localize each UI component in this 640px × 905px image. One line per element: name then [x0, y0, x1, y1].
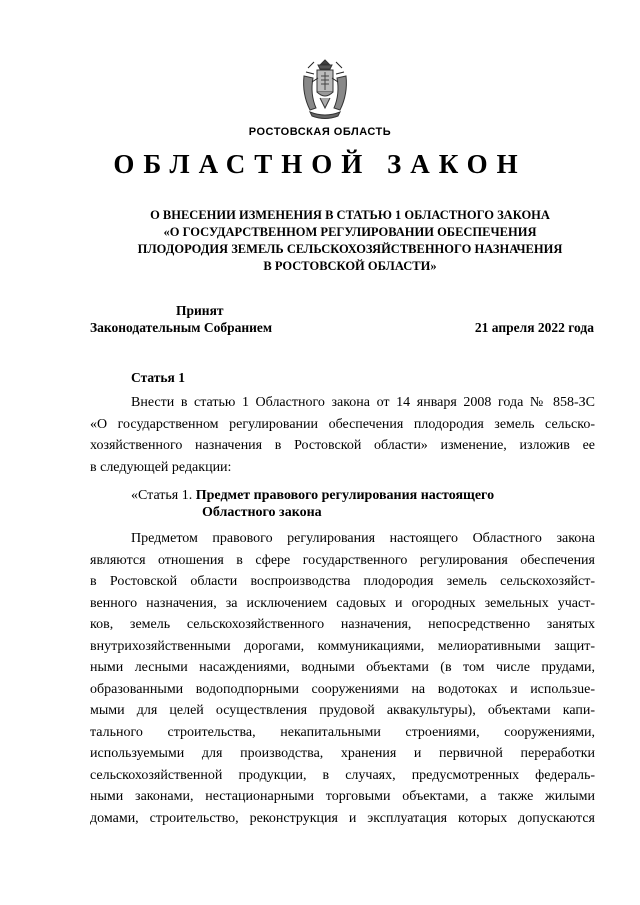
paragraph-line: Предметом правового регулирования настоящего Областного закона [131, 531, 595, 546]
paragraph-line: венного назначения, за исключением садовых и огородных земельных участ- [90, 595, 595, 611]
paragraph-line: сельскохозяйственной продукции, в случаях, предусмотренных федераль- [90, 767, 595, 783]
paragraph-line: тального строительства, некапитальными строениями, сооружениями, [90, 724, 595, 740]
paragraph-line: «О государственном регулировании обеспечения плодородия земель сельско- [90, 416, 595, 432]
law-title-line: ПЛОДОРОДИЯ ЗЕМЕЛЬ СЕЛЬСКОХОЗЯЙСТВЕННОГО НАЗНАЧЕНИЯ [137, 242, 563, 256]
adopted-label: Принят [176, 303, 224, 318]
amended-article-title-cont: Областного закона [202, 505, 322, 520]
paragraph-line: мыми для целей осуществления прудовой аквакультуры), объектами капи- [90, 703, 595, 718]
paragraph-line: хозяйственного назначения в Ростовской области» изменение, изложив ее [90, 438, 595, 453]
paragraph-line: используемыми для производства, хранения и первичной переработки [90, 746, 595, 761]
law-title-line: В РОСТОВСКОЙ ОБЛАСТИ» [263, 259, 437, 273]
document-type: ОБЛАСТНОЙ ЗАКОН [113, 149, 527, 179]
law-title-line: О ВНЕСЕНИИ ИЗМЕНЕНИЯ В СТАТЬЮ 1 ОБЛАСТНОГО ЗАКОНА [150, 208, 550, 222]
paragraph-line: ными лесными насаждениями, водными объектами (в том числе прудами, [90, 660, 595, 675]
region-name: РОСТОВСКАЯ ОБЛАСТЬ [248, 126, 392, 138]
adoption-date: 21 апреля 2022 года [474, 320, 594, 335]
adopted-by: Законодательным Собранием [90, 320, 273, 335]
article-heading: Статья 1 [131, 370, 185, 385]
paragraph-line: в следующей редакции: [90, 459, 232, 475]
paragraph-line: Внести в статью 1 Областного закона от 14 января 2008 года № 858-ЗС [131, 395, 595, 410]
amended-article-heading [131, 487, 494, 505]
paragraph-line: ков, земель сельскохозяйственного назначения, непосредственно занятых [90, 617, 595, 632]
paragraph-line: домами, строительство, реконструкция и эксплуатация которых допускаются [90, 810, 595, 826]
paragraph-line: являются отношения в сфере государственного регулирования обеспечения [90, 552, 595, 568]
article-intro-paragraph [90, 392, 595, 478]
paragraph-line: в Ростовской области воспроизводства плодородия земель сельскохозяйст- [90, 574, 595, 589]
amended-article-title: Предмет правового регулирования настоящего [195, 488, 495, 503]
paragraph-line: ными законами, нестационарными торговыми объектами, а также жилыми [90, 789, 595, 804]
law-title [90, 207, 610, 275]
paragraph-line: образованными водоподпорными сооружениями на водотоках и использue- [90, 681, 595, 697]
law-title-line: «О ГОСУДАРСТВЕННОМ РЕГУЛИРОВАНИИ ОБЕСПЕЧЕНИЯ [163, 225, 537, 239]
amended-article-prefix: «Статья 1. [131, 488, 193, 503]
coat-of-arms-emblem [300, 58, 350, 122]
amended-article-body [90, 528, 595, 829]
paragraph-line: внутрихозяйственными дорогами, коммуникациями, мелиоративными защит- [90, 638, 595, 654]
